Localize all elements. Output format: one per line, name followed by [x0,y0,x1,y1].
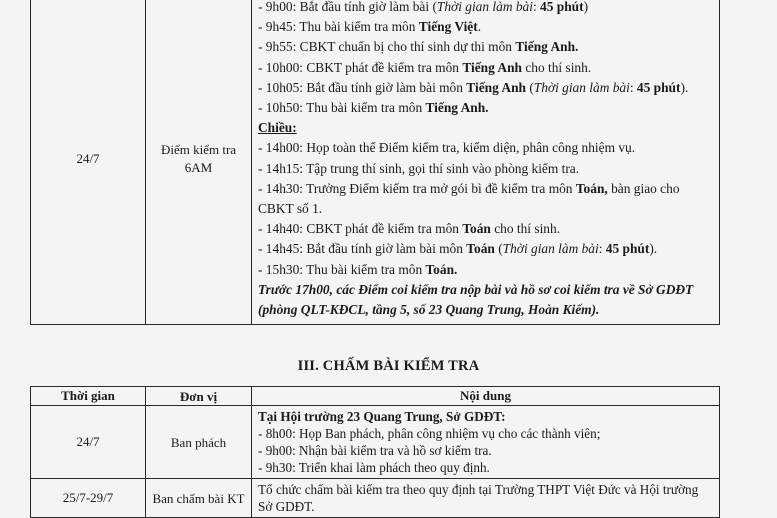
table-row [31,479,720,518]
schedule-line: - 14h45: Bắt đầu tính giờ làm bài môn Toán (Thời gian làm bài: 45 phút). [258,241,658,257]
afternoon-label: Chiều: [258,120,297,136]
schedule-line: - 14h30: Trưởng Điểm kiểm tra mở gói bì đề kiểm tra môn Toán, bàn giao cho CBKT số 1. [258,180,680,217]
schedule-table [30,0,720,325]
schedule-line: - 8h00: Họp Ban phách, phân công nhiệm vụ cho các thành viên; [258,426,601,441]
schedule-line: - 15h30: Thu bài kiểm tra môn Toán. [258,261,458,277]
schedule-line: Tổ chức chấm bài kiểm tra theo quy định tại Trường THPT Việt Đức và Hội trường Sở GDĐT. [258,482,699,514]
schedule-line: - 14h40: CBKT phát đề kiểm tra môn Toán cho thí sinh. [258,221,561,237]
schedule-line: - 9h45: Thu bài kiểm tra môn Tiếng Việt. [258,19,482,35]
schedule-line: - 10h05: Bắt đầu tính giờ làm bài môn Tiếng Anh (Thời gian làm bài: 45 phút). [258,79,689,95]
schedule-line: - 14h00: Họp toàn thể Điểm kiểm tra, kiểm diện, phân công nhiệm vụ. [258,140,636,156]
date-cell: 24/7 [31,406,146,479]
table-row [31,0,720,325]
schedule-line: - 9h30: Triển khai làm phách theo quy định. [258,460,490,475]
schedule-line: - 10h50: Thu bài kiểm tra môn Tiếng Anh. [258,100,489,116]
schedule-line: - 9h00: Nhận bài kiểm tra và hồ sơ kiểm tra. [258,443,492,458]
date-cell: 24/7 [31,0,146,325]
content-cell [252,479,720,518]
schedule-line: - 9h00: Bắt đầu tính giờ làm bài (Thời gian làm bài: 45 phút) [258,0,589,14]
unit-cell: Ban phách [146,406,252,479]
location-title: Tại Hội trường 23 Quang Trung, Sở GDĐT: [258,409,506,424]
schedule-line: - 9h55: CBKT chuẩn bị cho thí sinh dự thi môn Tiếng Anh. [258,39,579,55]
date-cell: 25/7-29/7 [31,479,146,518]
grading-table [30,386,720,518]
content-cell [252,406,720,479]
schedule-line: - 14h15: Tập trung thí sinh, gọi thí sinh vào phòng kiểm tra. [258,160,580,176]
column-header: Thời gian [31,387,146,406]
content-cell [252,0,720,325]
schedule-line: - 10h00: CBKT phát đề kiểm tra môn Tiếng Anh cho thí sinh. [258,59,592,75]
table-header-row [31,387,720,406]
submission-note: Trước 17h00, các Điểm coi kiểm tra nộp bài và hồ sơ coi kiểm tra về Sở GDĐT (phòng QLT-KĐCL, tầng 5, số 23 Quang Trung, Hoàn Kiếm). [258,281,694,318]
section-heading: III. CHẤM BÀI KIỂM TRA [297,358,480,374]
table-row [31,406,720,479]
unit-cell: Ban chấm bài KT [146,479,252,518]
unit-cell: Điểm kiểm tra 6AM [146,0,252,325]
column-header: Đơn vị [146,387,252,406]
column-header: Nội dung [252,387,720,406]
